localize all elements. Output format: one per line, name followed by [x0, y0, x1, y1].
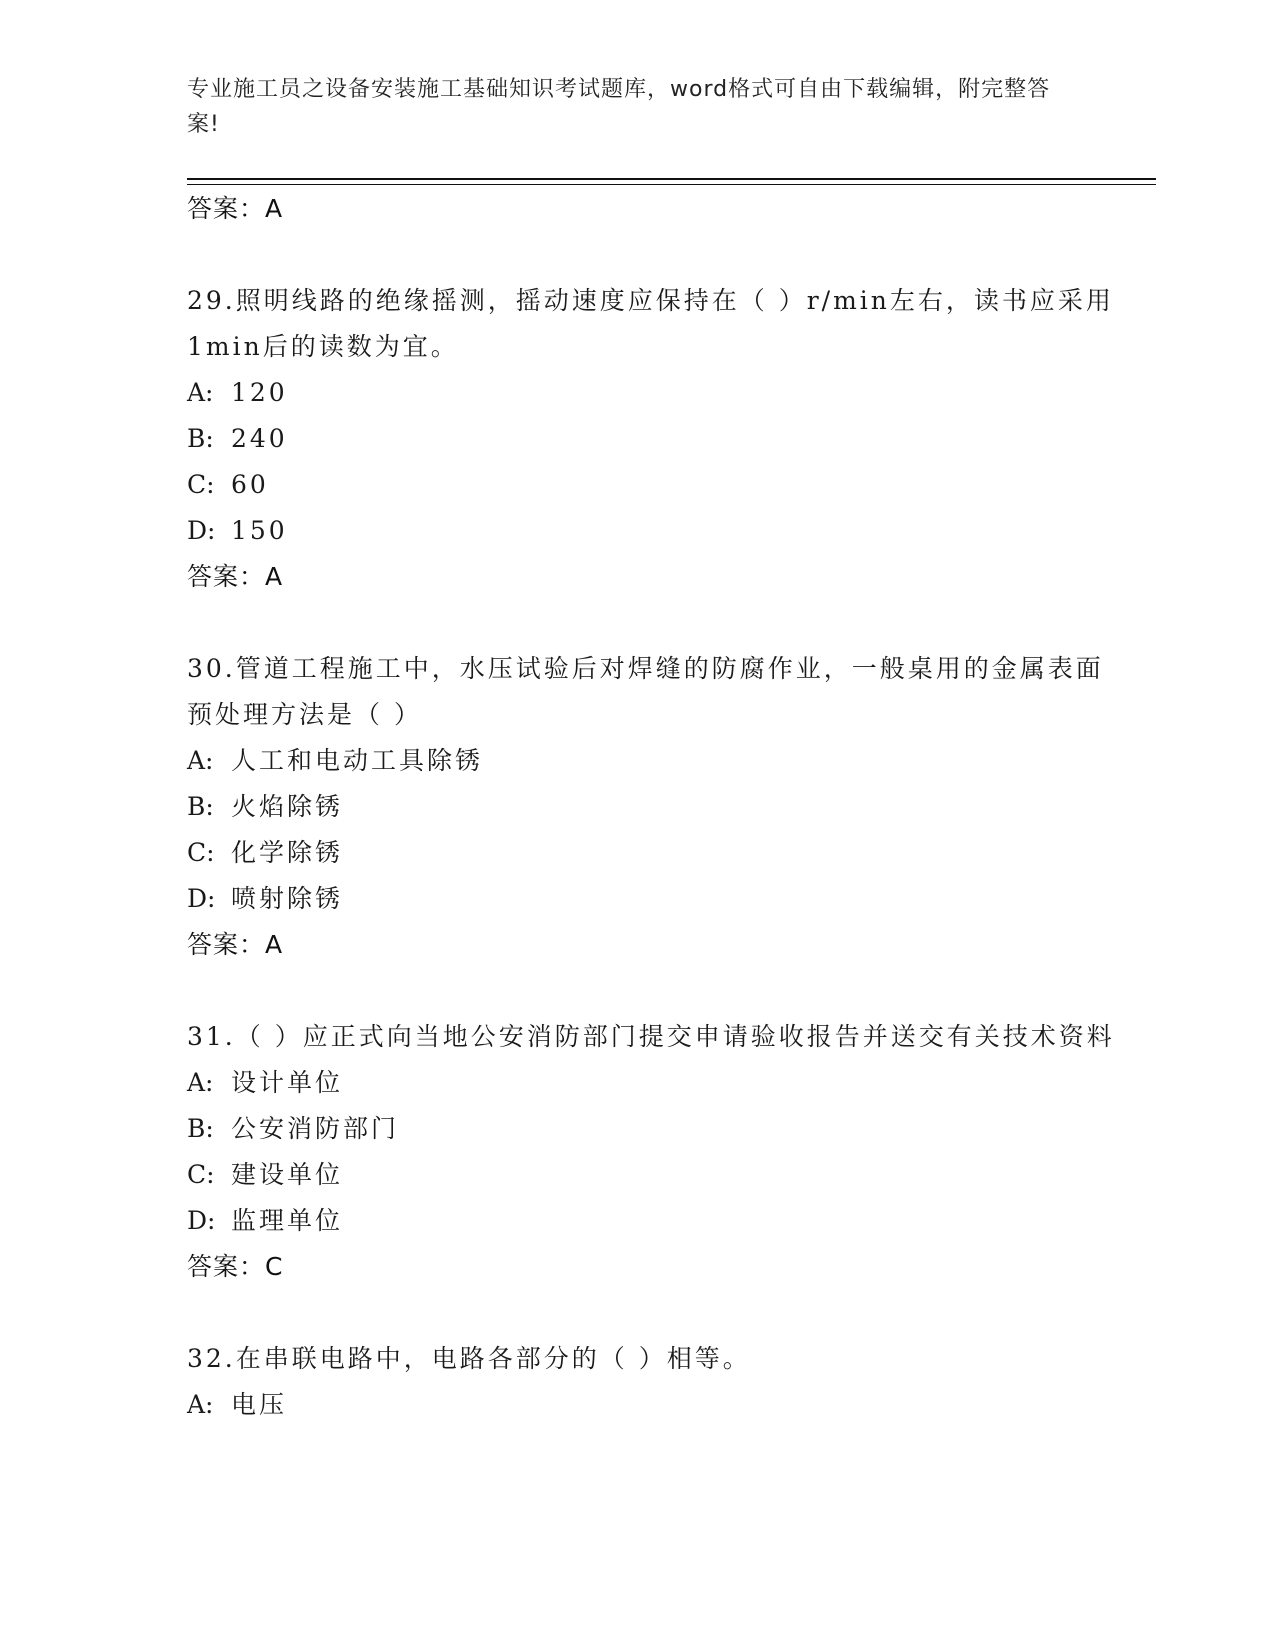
option-a — [187, 738, 1127, 784]
question-text: 30.管道工程施工中，水压试验后对焊缝的防腐作业，一般桌用的金属表面预处理方法是（ ） — [187, 654, 1104, 729]
option-a — [187, 370, 1127, 416]
option-key: D: — [187, 884, 216, 913]
option-value: 电压 — [231, 1390, 288, 1419]
option-value: 火焰除锈 — [231, 792, 344, 821]
option-key: B: — [187, 792, 214, 821]
option-a — [187, 1060, 1127, 1106]
option-key: C: — [187, 1160, 215, 1189]
option-d — [187, 508, 1127, 554]
option-c — [187, 462, 1127, 508]
question-text: 29.照明线路的绝缘摇测，摇动速度应保持在（ ）r/min左右，读书应采用1min后的读数为宜。 — [187, 286, 1114, 361]
answer-line: 答案：A — [187, 930, 284, 959]
header-rule-thick — [187, 178, 1156, 180]
answer-line: 答案：C — [187, 1252, 284, 1281]
answer-line: 答案：A — [187, 194, 284, 223]
option-b — [187, 416, 1127, 462]
question-list — [187, 186, 1127, 1428]
header-rule-thin — [187, 184, 1156, 185]
option-value: 监理单位 — [231, 1206, 344, 1235]
option-value: 人工和电动工具除锈 — [231, 746, 484, 775]
option-key: D: — [187, 1206, 216, 1235]
option-c — [187, 1152, 1127, 1198]
option-key: A: — [187, 378, 214, 407]
question-30 — [187, 646, 1127, 968]
question-text: 32.在串联电路中，电路各部分的（ ）相等。 — [187, 1344, 751, 1373]
header-text: 专业施工员之设备安装施工基础知识考试题库，word格式可自由下载编辑，附完整答案! — [187, 77, 1051, 137]
option-value: 120 — [231, 378, 288, 407]
option-d — [187, 1198, 1127, 1244]
question-29 — [187, 278, 1127, 600]
option-value: 公安消防部门 — [231, 1114, 400, 1143]
option-key: A: — [187, 746, 214, 775]
option-value: 设计单位 — [231, 1068, 344, 1097]
option-d — [187, 876, 1127, 922]
option-key: C: — [187, 838, 215, 867]
option-b — [187, 784, 1127, 830]
option-key: A: — [187, 1390, 214, 1419]
option-key: B: — [187, 424, 214, 453]
option-b — [187, 1106, 1127, 1152]
option-value: 240 — [231, 424, 288, 453]
option-c — [187, 830, 1127, 876]
option-key: B: — [187, 1114, 214, 1143]
option-a — [187, 1382, 1127, 1428]
option-key: A: — [187, 1068, 214, 1097]
option-value: 建设单位 — [231, 1160, 344, 1189]
option-key: C: — [187, 470, 215, 499]
option-value: 喷射除锈 — [231, 884, 344, 913]
question-31 — [187, 1014, 1127, 1290]
option-value: 60 — [231, 470, 269, 499]
answer-line: 答案：A — [187, 562, 284, 591]
document-header — [187, 72, 1077, 142]
option-value: 化学除锈 — [231, 838, 344, 867]
option-value: 150 — [231, 516, 288, 545]
option-key: D: — [187, 516, 216, 545]
question-text: 31.（ ）应正式向当地公安消防部门提交申请验收报告并送交有关技术资料 — [187, 1022, 1115, 1051]
question-32 — [187, 1336, 1127, 1428]
